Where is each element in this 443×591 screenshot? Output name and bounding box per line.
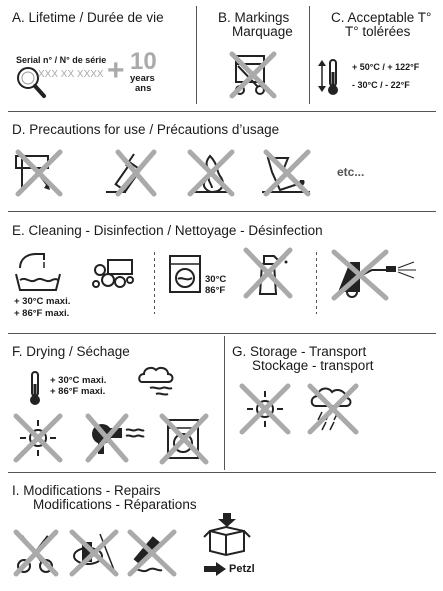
cloud-wind-icon [136,366,180,398]
divider-f-g [224,336,225,470]
no-hairdryer-icon [86,414,146,462]
no-spray-bottle-icon [244,248,292,298]
no-sewing-icon [66,530,122,576]
wash-temp-f: + 86°F maxi. [14,308,70,319]
temp-high: + 50°C / + 122°F [352,62,420,72]
serial-value: XXX XX XXXX [38,69,104,80]
section-d-title: D. Precautions for use / Précautions d’usage [12,122,280,137]
plus-sign: + [107,54,125,87]
no-sharp-edge-icon [14,150,64,196]
section-f-title: F. Drying / Séchage [12,344,130,359]
no-tumble-dryer-icon [160,414,208,464]
serial-label: Serial n° / N° de série [16,55,107,65]
dry-temp-f: + 86°F maxi. [50,386,106,397]
washing-machine-icon [168,254,202,294]
no-scissors-icon [14,530,58,576]
section-b-title: B. Markings [218,10,290,25]
petzl-brand: Petzl [229,563,255,575]
section-b-subtitle: Marquage [232,24,293,39]
section-i-subtitle: Modifications - Réparations [33,497,197,512]
etc-label: etc... [337,165,365,179]
years-number: 10 [130,48,157,75]
machine-temp-c: 30°C [205,274,227,285]
machine-temp-f: 86°F [205,285,226,296]
divider-e2 [316,252,317,314]
thermometer-small-icon [28,370,44,406]
dry-temp-c: + 30°C maxi. [50,375,107,386]
divider-e1 [154,252,155,314]
years-fr: ans [135,83,152,94]
section-g-subtitle: Stockage - transport [252,358,374,373]
divider-row-d [8,211,436,212]
no-rain-icon [306,384,358,434]
section-e-title: E. Cleaning - Disinfection / Nettoyage - Désinfection [12,223,323,238]
divider-a-b [196,6,197,104]
divider-row-e [8,333,436,334]
section-a-title: A. Lifetime / Durée de vie [12,10,164,25]
tap-basin-icon [14,250,64,294]
no-sun-storage-icon [240,384,290,434]
thermometer-icon [318,58,348,98]
section-c-subtitle: T° tolérées [345,24,411,39]
section-c-title: C. Acceptable T° [331,10,432,25]
section-g-title: G. Storage - Transport [232,344,367,359]
send-to-petzl-box-icon [204,513,250,555]
divider-b-c [309,6,310,104]
no-pressure-washer-icon [330,248,420,300]
no-fire-icon [186,150,236,196]
temp-low: - 30°C / - 22°F [352,80,410,90]
arrow-right-icon [204,562,226,576]
section-i-title: I. Modifications - Repairs [12,483,161,498]
no-chemicals-icon [260,150,314,196]
soap-bubbles-icon [90,258,136,294]
years-en: years [130,73,155,84]
no-cut-marking-icon [230,52,276,98]
no-marker-icon [128,530,176,576]
wash-temp-c: + 30°C maxi. [14,296,71,307]
divider-row1 [8,111,436,112]
no-cutter-icon [106,150,156,196]
no-sun-drying-icon [14,414,62,462]
divider-row-f [8,472,436,473]
